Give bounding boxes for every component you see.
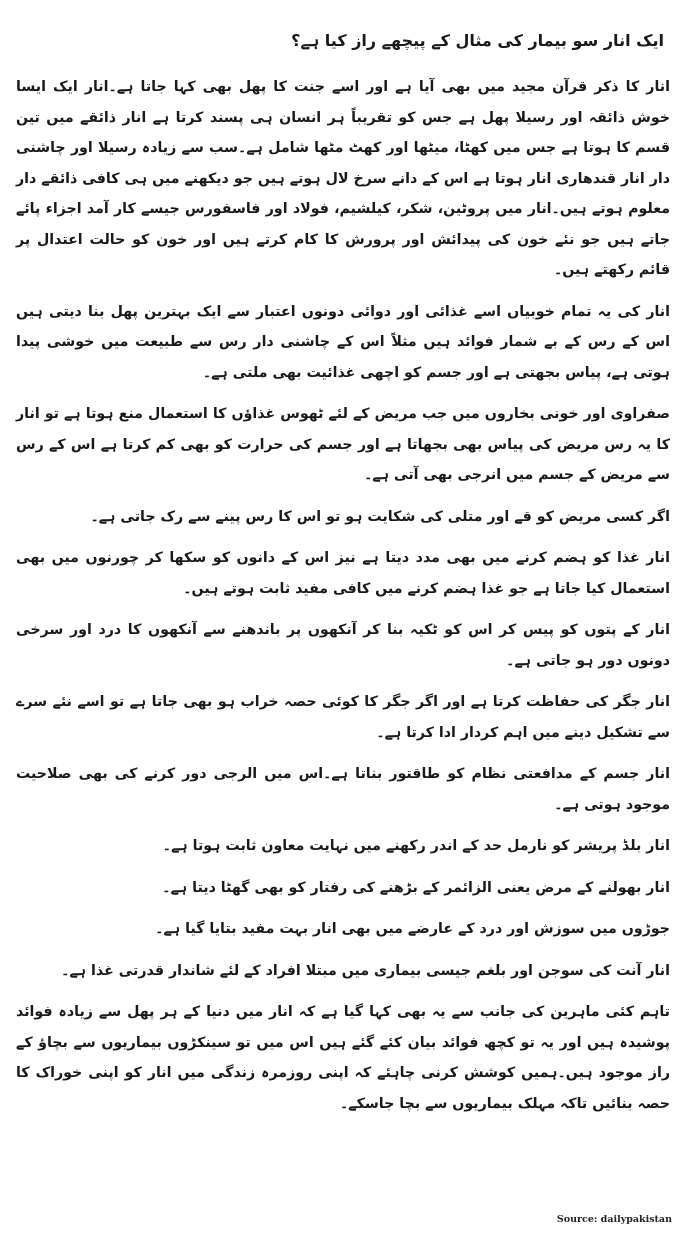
paragraph-joints: جوڑوں میں سوزش اور درد کے عارضے میں بھی انار بہت مفید بتایا گیا ہے۔ bbox=[155, 921, 670, 937]
paragraph-alzheimer: انار بھولنے کے مرض یعنی الزائمر کے بڑھنے کی رفتار کو بھی گھٹا دیتا ہے۔ bbox=[162, 879, 670, 896]
paragraph-digestion: انار غذا کو ہضم کرنے میں بھی مدد دیتا ہے نیز اس کے دانوں کو سکھا کر چورنوں میں بھی استعمال کیا جاتا ہے جو غذا ہضم کرنے میں کافی مفید ثابت ہوتے ہیں۔ bbox=[16, 550, 670, 597]
paragraph-intro: انار کا ذکر قرآن مجید میں بھی آیا ہے اور اسے جنت کا پھل بھی کہا جاتا ہے۔انار ایک ایسا خوش ذائقہ اور رسیلا پھل ہے جس کو تقریباً ہر انسان ہی پسند کرتا ہے انار ذائقے میں تین قسم کا ہوتا ہے جس میں کھٹا، میٹھا اور کھٹ مٹھا شامل ہے۔سب سے زیادہ رسیلا اور چاشنی دار انار قندھاری انار ہوتا ہے اس کے دانے سرخ لال ہوتے ہیں جو دیکھنے میں ہی کافی ذائقے دار معلوم ہوتے ہیں۔انار میں پروٹین، شکر، کیلشیم، فولاد اور فاسفورس جیسے کار آمد اجزاء پائے جاتے ہیں جو نئے خون کی پیدائش اور پرورش کا کام کرتے ہیں اور خون کو حالت اعتدال پر قائم رکھتے ہیں۔ bbox=[16, 79, 670, 278]
article-body bbox=[16, 28, 670, 1130]
paragraph-immunity: انار جسم کے مدافعتی نظام کو طاقتور بناتا ہے۔اس میں الرجی دور کرنے کی بھی صلاحیت موجود ہوتی ہے۔ bbox=[16, 766, 670, 813]
paragraph-conclusion: تاہم کئی ماہرین کی جانب سے یہ بھی کہا گیا ہے کہ انار میں دنیا کے ہر پھل سے زیادہ فوائد پوشیدہ ہیں اور یہ تو کچھ فوائد بیان کئے گئے ہیں اس میں تو سینکڑوں بیماریوں سے بچاؤ کے راز موجود ہیں۔ہمیں کوشش کرنی چاہئے کہ اپنی روزمرہ زندگی میں انار کو اپنی خوراک کا حصہ بنائیں تاکہ مہلک بیماریوں سے بچا جاسکے۔ bbox=[16, 1004, 670, 1112]
paragraph-fever: صفراوی اور خونی بخاروں میں جب مریض کے لئے ٹھوس غذاؤں کا استعمال منع ہوتا ہے تو انار کا یہ رس مریض کی پیاس بھی بجھاتا ہے اور جسم کی حرارت کو بھی کم کرتا ہے اس کے رس سے مریض کے جسم میں انرجی بھی آتی ہے۔ bbox=[16, 406, 670, 483]
paragraph-eyes: انار کے پتوں کو پیس کر اس کو ٹکیہ بنا کر آنکھوں پر باندھنے سے آنکھوں کا درد اور سرخی دونوں دور ہو جاتی ہے۔ bbox=[16, 622, 670, 669]
paragraph-nausea: اگر کسی مریض کو قے اور متلی کی شکایت ہو تو اس کا رس پینے سے رک جاتی ہے۔ bbox=[90, 508, 670, 525]
article-title: ایک انار سو بیمار کی مثال کے پیچھے راز کیا ہے؟ bbox=[291, 31, 664, 50]
paragraph-liver: انار جگر کی حفاظت کرتا ہے اور اگر جگر کا کوئی حصہ خراب ہو بھی جاتا ہے تو اسے نئے سرے سے تشکیل دینے میں اہم کردار ادا کرتا ہے۔ bbox=[16, 694, 670, 741]
source-credit: Source: dailypakistan bbox=[556, 1214, 672, 1225]
paragraph-intestine: انار آنت کی سوجن اور بلغم جیسی بیماری میں مبتلا افراد کے لئے شاندار قدرتی غذا ہے۔ bbox=[61, 962, 670, 979]
paragraph-benefits: انار کی یہ تمام خوبیاں اسے غذائی اور دوائی دونوں اعتبار سے ایک بہترین پھل بنا دیتی ہیں اس کے رس کے بے شمار فوائد ہیں مثلاً اس کے چاشنی دار رس سے طبیعت میں خوشی پیدا ہوتی ہے، پیاس بجھتی ہے اور جسم کو اچھی غذائیت بھی ملتی ہے۔ bbox=[16, 303, 670, 381]
paragraph-blood-pressure: انار بلڈ پریشر کو نارمل حد کے اندر رکھنے میں نہایت معاون ثابت ہوتا ہے۔ bbox=[162, 838, 670, 854]
